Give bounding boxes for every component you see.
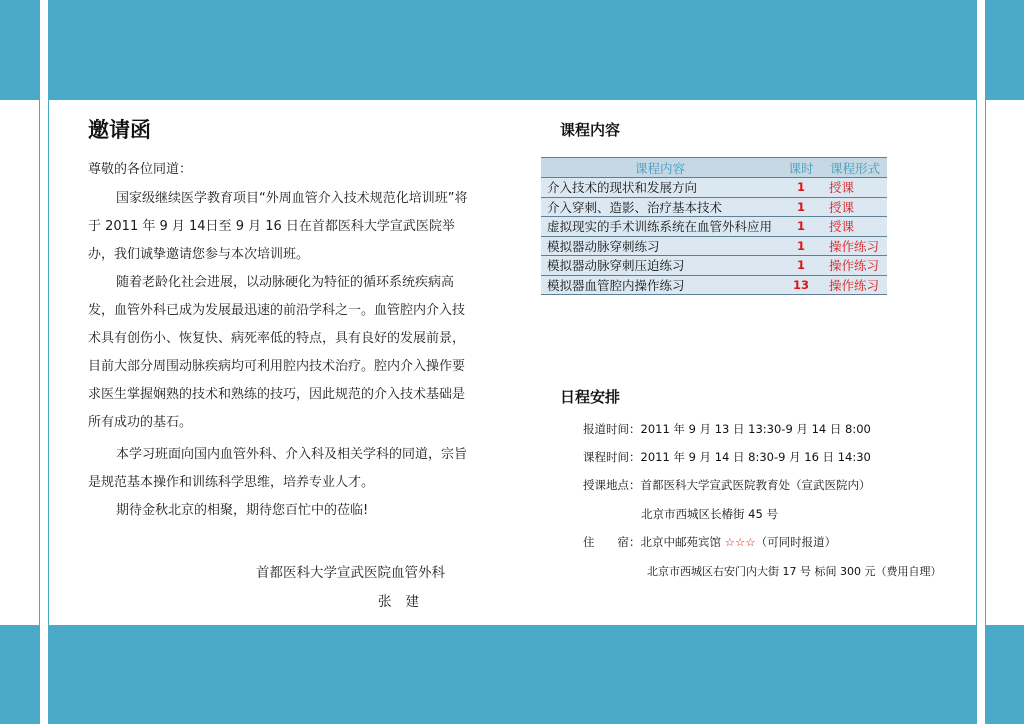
course-table (541, 157, 887, 295)
right-guide-line (985, 0, 986, 724)
top-left-band (0, 0, 39, 100)
course-hours: 1 (779, 256, 823, 276)
course-hours: 1 (779, 178, 823, 198)
table-row (541, 256, 887, 276)
paragraph-intro: 国家级继续医学教育项目“外周血管介入技术规范化培训班”将于 2011 年 9 月 14日至 9 月 16 日在首都医科大学宣武医院举办，我们诚挚邀请您参与本次培训班。 (88, 191, 468, 262)
course-form: 授课 (823, 197, 887, 217)
course-hours: 1 (779, 236, 823, 256)
course-name: 介入穿刺、造影、治疗基本技术 (541, 197, 779, 217)
course-hours: 1 (779, 197, 823, 217)
registration-label: 报道时间： (583, 422, 641, 436)
invitation-title: 邀请函 (88, 118, 151, 142)
table-row (541, 275, 887, 295)
course-time-label: 课程时间： (583, 450, 641, 464)
course-name: 介入技术的现状和发展方向 (541, 178, 779, 198)
course-name: 模拟器动脉穿刺练习 (541, 236, 779, 256)
lodging-value: 北京中邮苑宾馆 (640, 535, 721, 549)
course-hours: 13 (779, 275, 823, 295)
lodging-note: （可同时报道） (755, 535, 837, 549)
course-hours: 1 (779, 217, 823, 237)
lodging-label: 住 宿： (583, 535, 641, 549)
course-form: 授课 (823, 217, 887, 237)
bottom-band (49, 625, 976, 724)
venue-address: 北京市西城区长椿街 45 号 (641, 507, 778, 521)
schedule-course-time (583, 449, 871, 465)
course-form: 操作练习 (823, 256, 887, 276)
header-content: 课程内容 (541, 158, 779, 178)
course-time-value: 2011 年 9 月 14 日 8:30-9 月 16 日 14:30 (640, 450, 871, 464)
table-row (541, 197, 887, 217)
venue-value: 首都医科大学宣武医院教育处（宣武医院内） (640, 478, 871, 492)
course-form: 操作练习 (823, 275, 887, 295)
course-form: 授课 (823, 178, 887, 198)
right-inner-guide-line (976, 0, 977, 724)
course-name: 模拟器动脉穿刺压迫练习 (541, 256, 779, 276)
header-hours: 课时 (779, 158, 823, 178)
table-row (541, 178, 887, 198)
lodging-address: 北京市西城区右安门内大街 17 号 标间 300 元（费用自理） (647, 565, 942, 578)
top-band (49, 0, 976, 100)
course-form: 操作练习 (823, 236, 887, 256)
table-row (541, 217, 887, 237)
greeting: 尊敬的各位同道： (88, 162, 193, 177)
paragraph-background: 随着老龄化社会进展，以动脉硬化为特征的循环系统疾病高发，血管外科已成为发展最迅速的前沿学科之一。血管腔内介入技术具有创伤小、恢复快、病死率低的特点，具有良好的发展前景，目前大部分周围动脉疾病均可利用腔内技术治疗。腔内介入操作要求医生掌握娴熟的技术和熟练的技巧，因此规范的介入技术基础是所有成功的基石。 (88, 275, 466, 430)
top-right-band (986, 0, 1024, 100)
left-guide-line (39, 0, 40, 724)
schedule-registration (583, 421, 871, 437)
registration-value: 2011 年 9 月 13 日 13:30-9 月 14 日 8:00 (640, 422, 871, 436)
paragraph-purpose: 本学习班面向国内血管外科、介入科及相关学科的同道，宗旨是规范基本操作和训练科学思维，培养专业人才。 (88, 447, 468, 490)
course-name: 虚拟现实的手术训练系统在血管外科应用 (541, 217, 779, 237)
course-name: 模拟器血管腔内操作练习 (541, 275, 779, 295)
venue-label: 授课地点： (583, 478, 641, 492)
header-form: 课程形式 (823, 158, 887, 178)
table-row (541, 236, 887, 256)
course-table-header (541, 158, 887, 178)
schedule-lodging (583, 534, 836, 550)
hotel-star-icon: ☆☆☆ (724, 535, 756, 549)
signer-name: 张建 (378, 594, 433, 610)
bottom-left-band (0, 625, 39, 724)
schedule-venue (583, 477, 871, 493)
paragraph-closing: 期待金秋北京的相聚，期待您百忙中的莅临! (116, 503, 369, 518)
signature-department: 首都医科大学宣武医院血管外科 (256, 565, 445, 581)
course-section-title: 课程内容 (560, 121, 621, 139)
schedule-section-title: 日程安排 (560, 388, 621, 406)
bottom-right-band (986, 625, 1024, 724)
